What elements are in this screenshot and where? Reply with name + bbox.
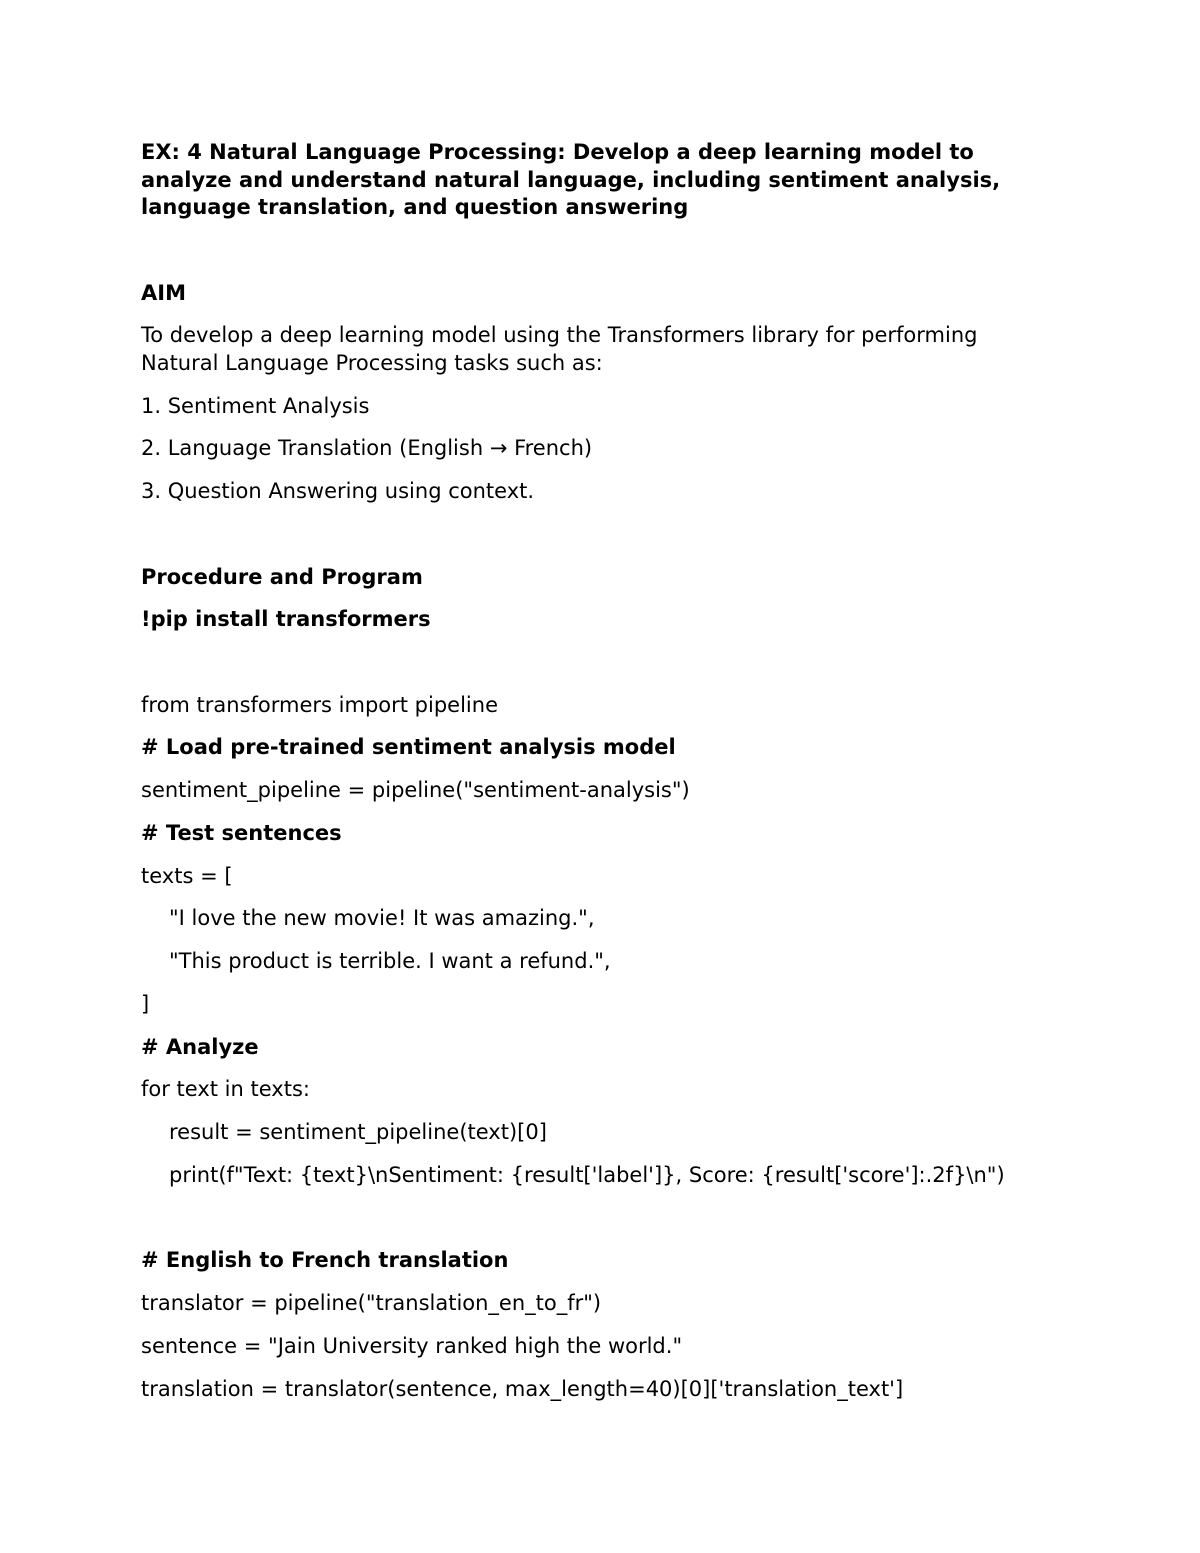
aim-item: 3. Question Answering using context.: [141, 479, 535, 503]
code-comment: # English to French translation: [141, 1248, 509, 1272]
aim-item: 2. Language Translation (English → French): [141, 436, 593, 460]
aim-text-line-2: Natural Language Processing tasks such as:: [141, 351, 603, 375]
code-line: for text in texts:: [141, 1077, 310, 1101]
code-comment: # Load pre-trained sentiment analysis model: [141, 735, 676, 759]
code-line: ]: [141, 992, 150, 1016]
aim-item: 1. Sentiment Analysis: [141, 394, 370, 418]
aim-heading: AIM: [141, 281, 186, 305]
code-line: sentence = "Jain University ranked high the world.": [141, 1334, 683, 1358]
aim-text-line-1: To develop a deep learning model using the Transformers library for performing: [141, 323, 978, 347]
code-line: translation = translator(sentence, max_length=40)[0]['translation_text']: [141, 1377, 904, 1401]
code-line: "I love the new movie! It was amazing.",: [169, 906, 595, 930]
code-line: result = sentiment_pipeline(text)[0]: [169, 1120, 547, 1144]
code-comment: # Test sentences: [141, 821, 342, 845]
code-line: sentiment_pipeline = pipeline("sentiment-analysis"): [141, 778, 690, 802]
code-line: translator = pipeline("translation_en_to_fr"): [141, 1291, 602, 1315]
procedure-heading: Procedure and Program: [141, 565, 423, 589]
code-line: "This product is terrible. I want a refund.",: [169, 949, 611, 973]
code-comment: # Analyze: [141, 1035, 259, 1059]
code-line: texts = [: [141, 864, 233, 888]
code-line: print(f"Text: {text}\nSentiment: {result['label']}, Score: {result['score']:.2f}\n"): [169, 1163, 1005, 1187]
code-line: from transformers import pipeline: [141, 693, 498, 717]
document-title: EX: 4 Natural Language Processing: Develop a deep learning model to analyze and understand natural language, including sentiment analysis, language translation, and question answering: [141, 140, 1001, 219]
pip-command: !pip install transformers: [141, 607, 431, 631]
